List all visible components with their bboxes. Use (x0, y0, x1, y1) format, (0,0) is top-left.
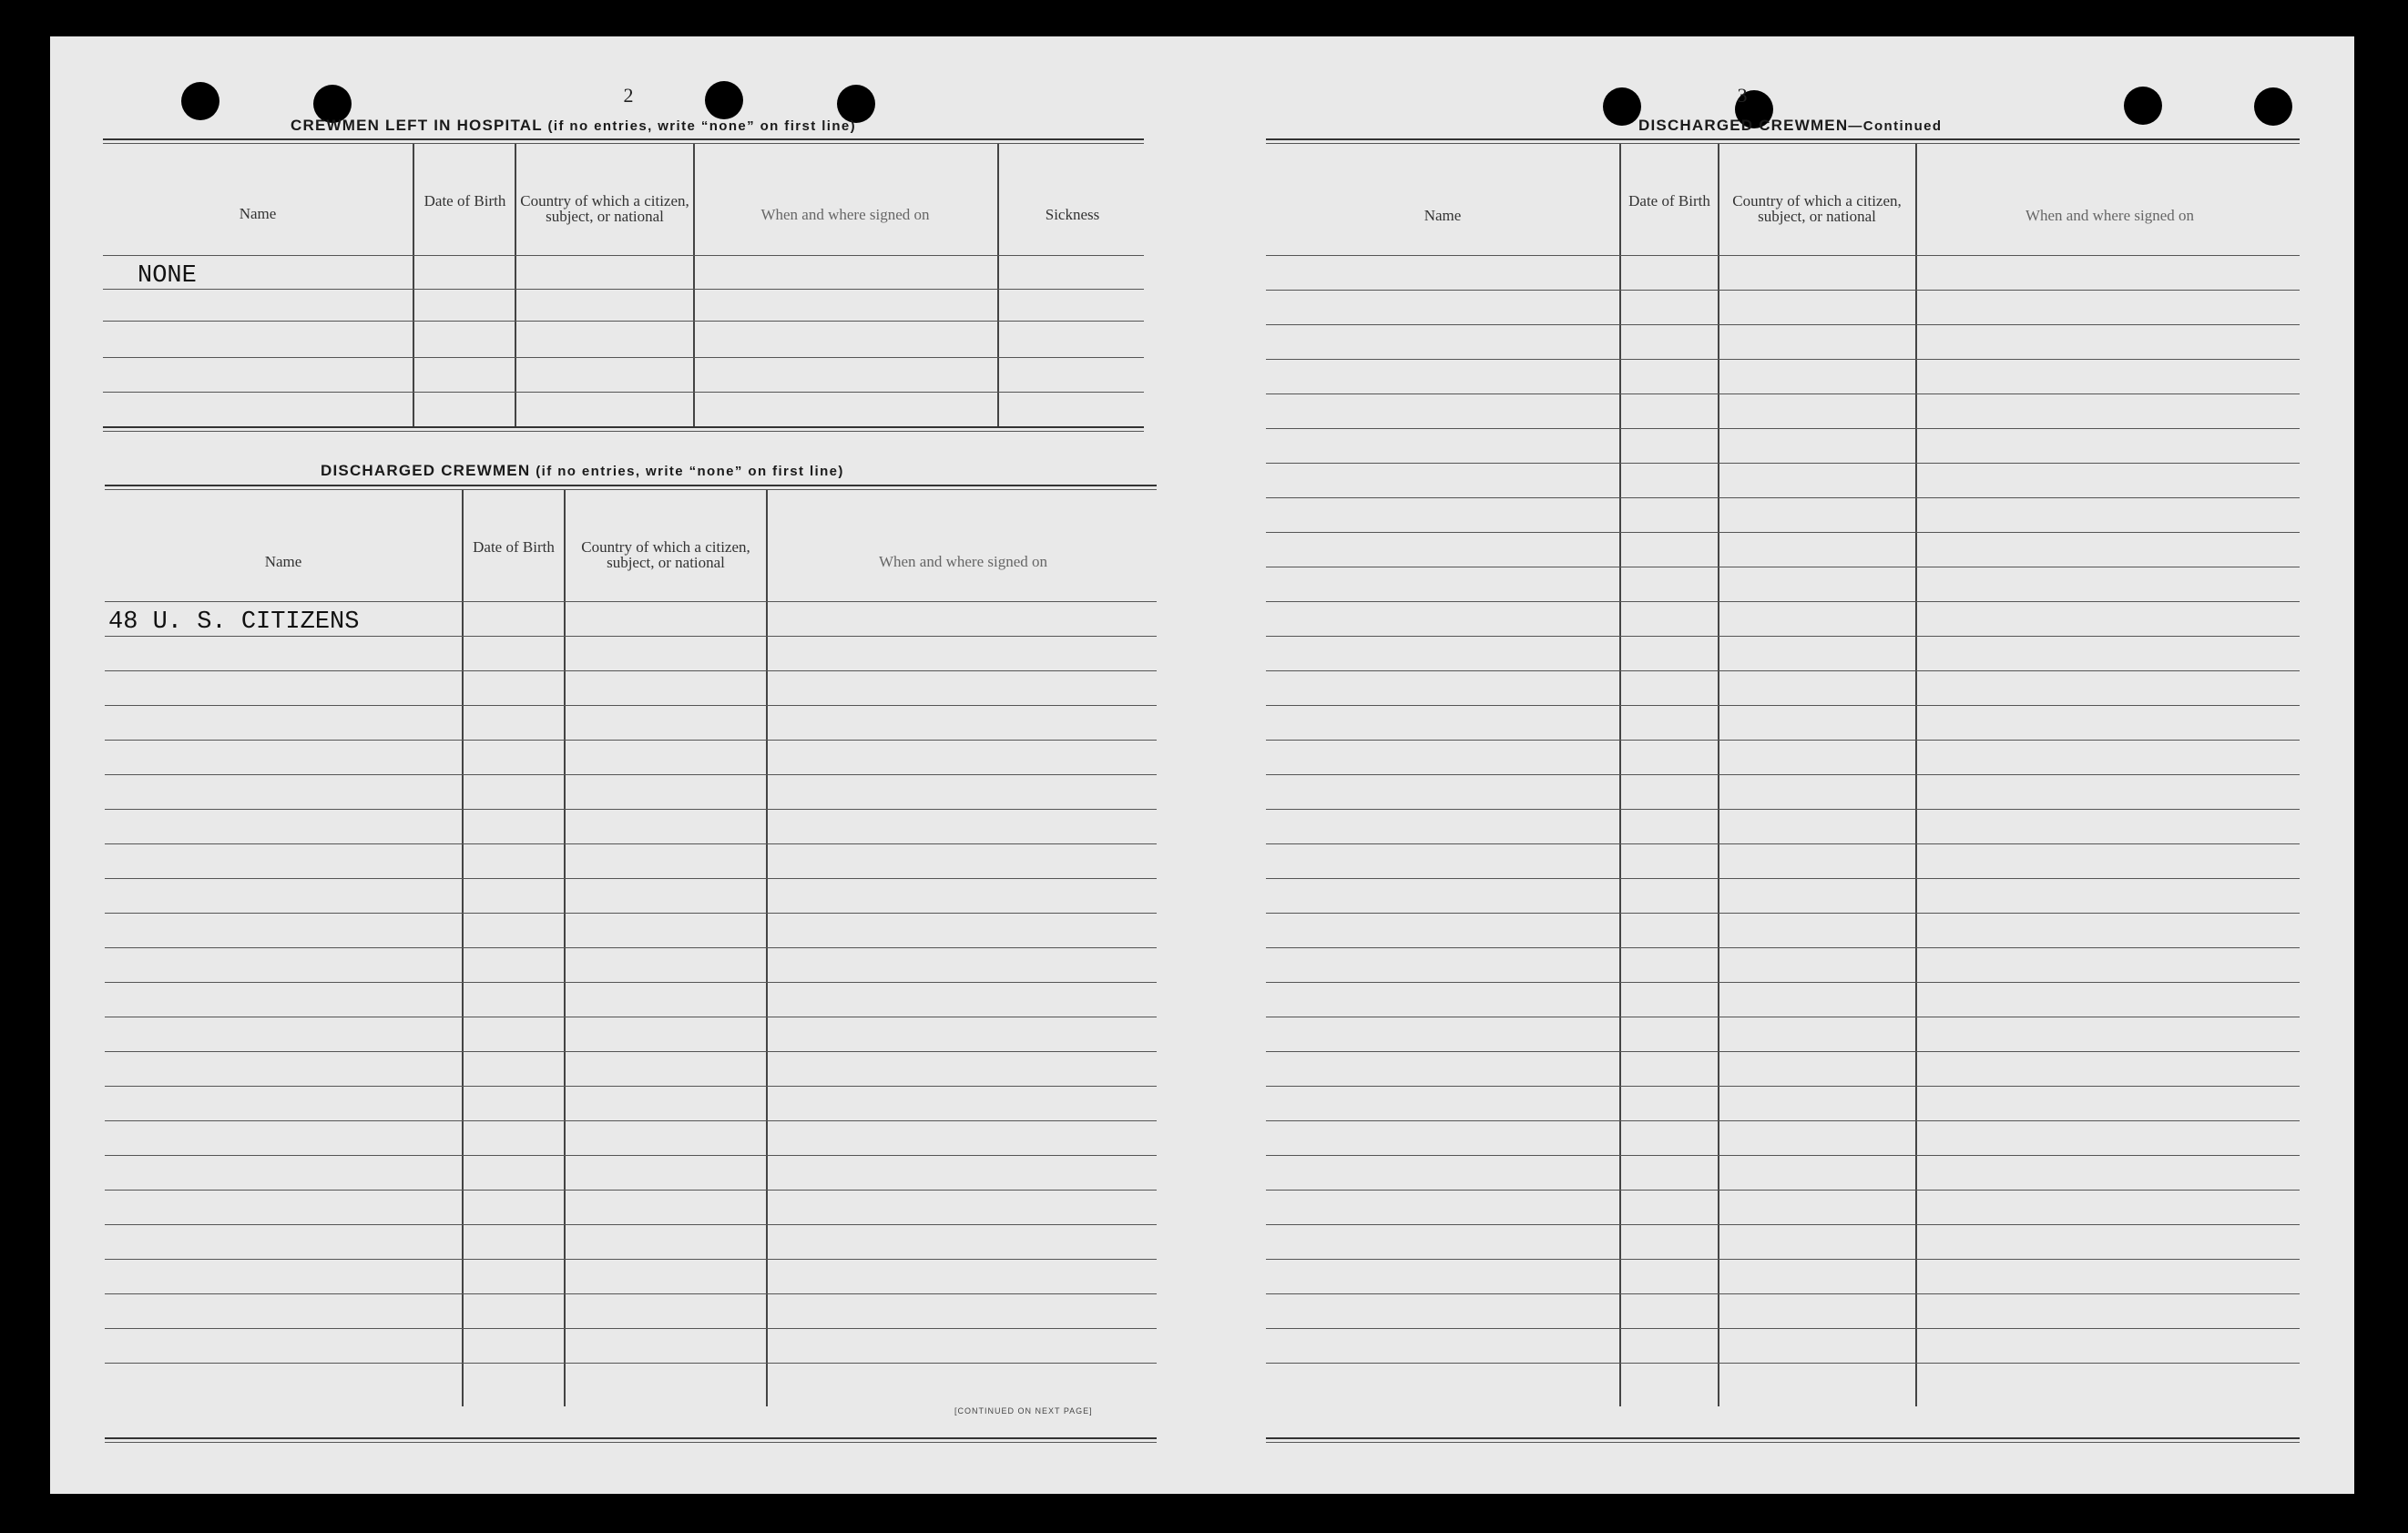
row-line (103, 321, 1144, 322)
row-line (105, 705, 1157, 706)
discharged-title-note: (if no entries, write “none” on first line) (536, 464, 844, 479)
row-line (105, 947, 1157, 948)
row-line (105, 774, 1157, 775)
row-line (1266, 913, 2300, 914)
column-header-signed-on: When and where signed on (878, 553, 1048, 570)
punch-hole (1603, 87, 1641, 126)
row-line (1266, 670, 2300, 671)
table-bottom-rule (103, 426, 1144, 432)
discharged-section-title (321, 462, 844, 480)
row-line (1266, 947, 2300, 948)
row-line (1266, 1051, 2300, 1052)
punch-hole (2124, 87, 2162, 125)
column-header-date-of-birth: Date of Birth (1628, 192, 1710, 210)
row-line (103, 289, 1144, 290)
column-divider (462, 490, 464, 1406)
row-line (1266, 290, 2300, 291)
row-line (1266, 532, 2300, 533)
column-divider (1915, 144, 1917, 1406)
row-line (1266, 705, 2300, 706)
row-line (1266, 1328, 2300, 1329)
row-line (105, 1120, 1157, 1121)
discharged-entry: 48 U. S. CITIZENS (108, 608, 360, 636)
row-line (1266, 1293, 2300, 1294)
row-line (105, 843, 1157, 844)
row-line (1266, 1120, 2300, 1121)
column-divider (766, 490, 768, 1406)
row-line (1266, 809, 2300, 810)
column-divider (515, 144, 516, 426)
row-line (105, 740, 1157, 741)
row-line (105, 1051, 1157, 1052)
column-header-date-of-birth: Date of Birth (423, 192, 506, 210)
punch-hole (181, 82, 219, 120)
discharged-continued-title-text: DISCHARGED CREWMEN (1638, 117, 1849, 134)
row-line (1266, 878, 2300, 879)
row-line (1266, 463, 2300, 464)
row-line (105, 1328, 1157, 1329)
column-header-name: Name (1423, 207, 1462, 224)
row-line (103, 255, 1144, 256)
hospital-entry: NONE (138, 262, 197, 290)
table-top-rule (1266, 138, 2300, 144)
hospital-table (103, 138, 1144, 466)
column-header-signed-on: When and where signed on (760, 206, 930, 223)
row-line (1266, 255, 2300, 256)
page-number: 2 (623, 84, 634, 107)
punch-hole (2254, 87, 2292, 126)
row-line (105, 601, 1157, 602)
row-line (1266, 1086, 2300, 1087)
column-divider (1619, 144, 1621, 1406)
column-divider (1718, 144, 1719, 1406)
hospital-title-note: (if no entries, write “none” on first line) (547, 118, 857, 134)
column-divider (693, 144, 695, 426)
row-line (105, 1259, 1157, 1260)
row-line (1266, 359, 2300, 360)
column-header-date-of-birth: Date of Birth (473, 538, 555, 556)
continued-note: [CONTINUED ON NEXT PAGE] (954, 1406, 1093, 1415)
column-divider (564, 490, 566, 1406)
row-line (103, 357, 1144, 358)
table-top-rule (103, 138, 1144, 144)
column-header-name: Name (239, 205, 277, 222)
column-header-name: Name (264, 553, 302, 570)
column-header-signed-on: When and where signed on (2025, 207, 2195, 224)
row-line (1266, 636, 2300, 637)
row-line (105, 982, 1157, 983)
row-line (1266, 428, 2300, 429)
column-header-country: Country of which a citizen, subject, or national (581, 538, 750, 571)
column-divider (413, 144, 414, 426)
row-line (103, 392, 1144, 393)
right-page (1202, 36, 2354, 1494)
table-top-rule (105, 485, 1157, 490)
row-line (1266, 1224, 2300, 1225)
row-line (1266, 982, 2300, 983)
table-bottom-rule (1266, 1437, 2300, 1443)
discharged-title-text: DISCHARGED CREWMEN (321, 462, 531, 479)
row-line (1266, 497, 2300, 498)
hospital-title-text: CREWMEN LEFT IN HOSPITAL (291, 117, 543, 134)
row-line (1266, 740, 2300, 741)
table-bottom-rule (105, 1437, 1157, 1443)
row-line (105, 636, 1157, 637)
row-line (105, 1363, 1157, 1364)
column-header-country: Country of which a citizen, subject, or national (1732, 192, 1902, 225)
page-number: 3 (1737, 84, 1748, 107)
row-line (105, 1155, 1157, 1156)
document-sheet (50, 36, 2354, 1494)
column-header-country: Country of which a citizen, subject, or national (520, 192, 689, 225)
row-line (1266, 1155, 2300, 1156)
column-divider (997, 144, 999, 426)
punch-hole (705, 81, 743, 119)
row-line (105, 1190, 1157, 1191)
discharged-continued-table (1266, 138, 2300, 1450)
row-line (1266, 601, 2300, 602)
row-line (1266, 1363, 2300, 1364)
row-line (105, 913, 1157, 914)
column-header-sickness: Sickness (1045, 206, 1100, 223)
row-line (1266, 774, 2300, 775)
row-line (1266, 393, 2300, 394)
discharged-table (105, 485, 1157, 1443)
row-line (1266, 843, 2300, 844)
row-line (105, 670, 1157, 671)
left-page (50, 36, 1202, 1494)
row-line (105, 809, 1157, 810)
row-line (1266, 1190, 2300, 1191)
hospital-section-title (291, 117, 856, 135)
row-line (105, 878, 1157, 879)
row-line (105, 1086, 1157, 1087)
row-line (1266, 324, 2300, 325)
discharged-continued-title (1638, 117, 1942, 135)
row-line (105, 1293, 1157, 1294)
row-line (105, 1224, 1157, 1225)
row-line (1266, 1259, 2300, 1260)
continued-suffix: —Continued (1848, 118, 1943, 134)
